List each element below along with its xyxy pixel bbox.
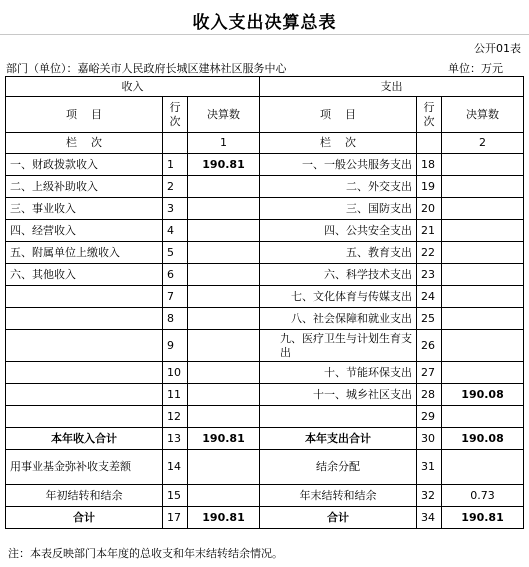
expense-amount-cell: 0.73 [442, 485, 524, 507]
income-item-cell: 合计 [6, 507, 163, 529]
table-row [6, 485, 524, 507]
expense-amount-cell [442, 264, 524, 286]
column-index-row [6, 133, 524, 154]
income-amount-cell [188, 384, 260, 406]
expense-item-cell: 八、社会保障和就业支出 [260, 308, 417, 330]
income-rowno-cell: 4 [163, 220, 188, 242]
income-rowno-cell: 1 [163, 154, 188, 176]
income-rowno-cell: 5 [163, 242, 188, 264]
income-rowno-cell: 3 [163, 198, 188, 220]
expense-rowno-cell: 24 [417, 286, 442, 308]
income-amount-cell: 190.81 [188, 507, 260, 529]
expense-rowno-cell: 28 [417, 384, 442, 406]
income-amount-cell [188, 330, 260, 362]
expense-item-cell: 合计 [260, 507, 417, 529]
expense-rowno-cell: 31 [417, 450, 442, 485]
expense-amount-cell [442, 362, 524, 384]
expense-item-cell: 六、科学技术支出 [260, 264, 417, 286]
expense-header: 支出 [260, 77, 524, 97]
income-rowno-header: 行次 [163, 97, 188, 133]
income-item-cell: 三、事业收入 [6, 198, 163, 220]
page-title: 收入支出决算总表 [192, 13, 337, 33]
form-code: 公开01表 [474, 42, 521, 55]
table-row [6, 154, 524, 176]
expense-item-cell: 本年支出合计 [260, 428, 417, 450]
income-item-cell: 本年收入合计 [6, 428, 163, 450]
income-item-cell: 六、其他收入 [6, 264, 163, 286]
unit-label: 单位：万元 [448, 62, 503, 75]
expense-amount-cell: 190.08 [442, 428, 524, 450]
income-amount-cell [188, 264, 260, 286]
income-amount-cell: 190.81 [188, 154, 260, 176]
table-row [6, 286, 524, 308]
income-rowno-cell: 13 [163, 428, 188, 450]
table-row [6, 220, 524, 242]
expense-item-header: 项 目 [260, 97, 417, 133]
expense-amount-cell [442, 220, 524, 242]
income-item-cell: 年初结转和结余 [6, 485, 163, 507]
table-body [6, 154, 524, 529]
expense-column-label: 栏 次 [260, 133, 417, 154]
expense-item-cell: 九、医疗卫生与计划生育支出 [260, 330, 417, 362]
expense-rowno-cell: 29 [417, 406, 442, 428]
expense-rowno-cell: 21 [417, 220, 442, 242]
expense-rowno-cell: 19 [417, 176, 442, 198]
income-amount-header: 决算数 [188, 97, 260, 133]
expense-amount-cell [442, 450, 524, 485]
expense-rowno-cell: 20 [417, 198, 442, 220]
expense-amount-cell [442, 330, 524, 362]
expense-item-cell: 二、外交支出 [260, 176, 417, 198]
income-rowno-cell: 15 [163, 485, 188, 507]
expense-rowno-cell: 18 [417, 154, 442, 176]
income-amount-cell [188, 308, 260, 330]
income-item-cell [6, 286, 163, 308]
table-row [6, 176, 524, 198]
income-rowno-cell: 2 [163, 176, 188, 198]
income-item-cell: 二、上级补助收入 [6, 176, 163, 198]
income-rowno-cell: 12 [163, 406, 188, 428]
income-amount-cell: 190.81 [188, 428, 260, 450]
income-column-label: 栏 次 [6, 133, 163, 154]
income-rowno-cell: 6 [163, 264, 188, 286]
expense-item-cell [260, 406, 417, 428]
income-amount-cell [188, 450, 260, 485]
income-rowno-cell: 10 [163, 362, 188, 384]
income-item-cell [6, 308, 163, 330]
footnote: 注：本表反映部门本年度的总收支和年末结转结余情况。 [8, 547, 283, 560]
income-amount-cell [188, 286, 260, 308]
income-amount-cell [188, 485, 260, 507]
expense-rowno-cell: 30 [417, 428, 442, 450]
department-label: 部门（单位）：嘉峪关市人民政府长城区建林社区服务中心 [6, 62, 287, 75]
column-header-row [6, 97, 524, 133]
income-item-cell [6, 330, 163, 362]
table-row [6, 428, 524, 450]
table-row [6, 406, 524, 428]
income-item-cell: 用事业基金弥补收支差额 [6, 450, 163, 485]
income-amount-cell [188, 406, 260, 428]
expense-item-cell: 结余分配 [260, 450, 417, 485]
table-row [6, 198, 524, 220]
expense-rowno-cell: 34 [417, 507, 442, 529]
expense-amount-cell [442, 242, 524, 264]
income-amount-cell [188, 176, 260, 198]
expense-column-blank [417, 133, 442, 154]
expense-item-cell: 四、公共安全支出 [260, 220, 417, 242]
expense-rowno-cell: 26 [417, 330, 442, 362]
expense-rowno-cell: 25 [417, 308, 442, 330]
expense-rowno-cell: 32 [417, 485, 442, 507]
table-row [6, 507, 524, 529]
table-row [6, 330, 524, 362]
expense-amount-cell [442, 286, 524, 308]
expense-amount-cell [442, 308, 524, 330]
expense-item-cell: 十一、城乡社区支出 [260, 384, 417, 406]
income-column-blank [163, 133, 188, 154]
income-rowno-cell: 17 [163, 507, 188, 529]
table-row [6, 264, 524, 286]
expense-amount-cell [442, 176, 524, 198]
expense-amount-cell [442, 154, 524, 176]
income-amount-cell [188, 242, 260, 264]
income-item-cell: 五、附属单位上缴收入 [6, 242, 163, 264]
income-item-cell [6, 362, 163, 384]
income-rowno-cell: 11 [163, 384, 188, 406]
expense-amount-cell [442, 406, 524, 428]
expense-rowno-cell: 22 [417, 242, 442, 264]
expense-item-cell: 五、教育支出 [260, 242, 417, 264]
budget-table [5, 76, 524, 529]
expense-rowno-cell: 23 [417, 264, 442, 286]
income-item-header: 项 目 [6, 97, 163, 133]
table-row [6, 242, 524, 264]
expense-column-number: 2 [442, 133, 524, 154]
expense-item-cell: 七、文化体育与传媒支出 [260, 286, 417, 308]
expense-item-cell: 三、国防支出 [260, 198, 417, 220]
income-amount-cell [188, 220, 260, 242]
income-item-cell [6, 384, 163, 406]
expense-amount-header: 决算数 [442, 97, 524, 133]
table-row [6, 362, 524, 384]
income-rowno-cell: 8 [163, 308, 188, 330]
expense-rowno-header: 行次 [417, 97, 442, 133]
expense-item-cell: 一、一般公共服务支出 [260, 154, 417, 176]
income-rowno-cell: 14 [163, 450, 188, 485]
income-rowno-cell: 9 [163, 330, 188, 362]
table-row [6, 450, 524, 485]
income-column-number: 1 [188, 133, 260, 154]
income-item-cell [6, 406, 163, 428]
income-amount-cell [188, 362, 260, 384]
table-row [6, 308, 524, 330]
income-amount-cell [188, 198, 260, 220]
income-item-cell: 一、财政拨款收入 [6, 154, 163, 176]
income-header: 收入 [6, 77, 260, 97]
expense-amount-cell [442, 198, 524, 220]
section-header-row [6, 77, 524, 97]
income-rowno-cell: 7 [163, 286, 188, 308]
expense-item-cell: 十、节能环保支出 [260, 362, 417, 384]
expense-amount-cell: 190.81 [442, 507, 524, 529]
expense-item-cell: 年末结转和结余 [260, 485, 417, 507]
income-item-cell: 四、经营收入 [6, 220, 163, 242]
expense-amount-cell: 190.08 [442, 384, 524, 406]
expense-rowno-cell: 27 [417, 362, 442, 384]
table-row [6, 384, 524, 406]
